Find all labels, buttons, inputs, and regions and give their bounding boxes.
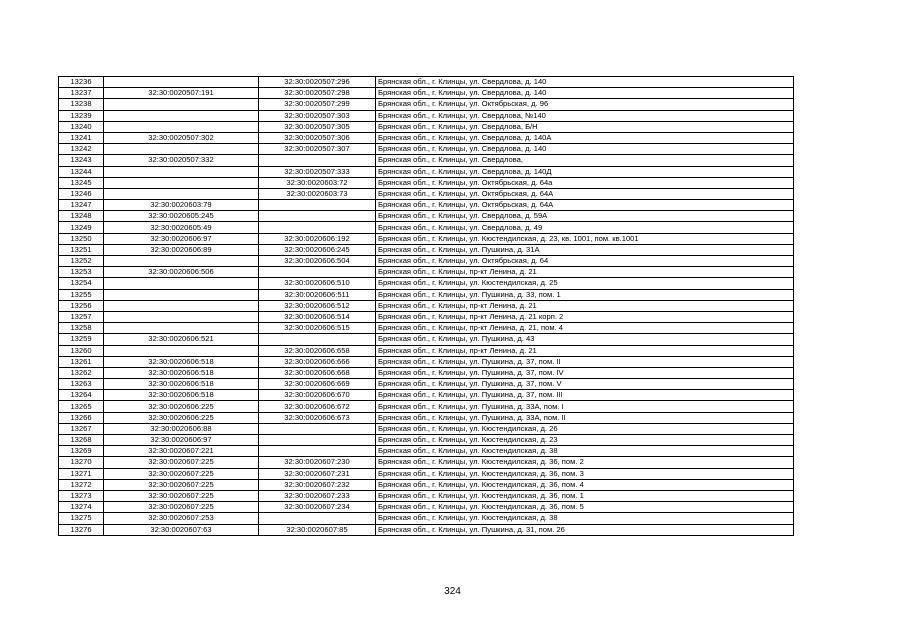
land-cadastral-cell	[104, 345, 259, 356]
object-cadastral-cell	[259, 435, 376, 446]
table-row	[59, 211, 794, 222]
land-cadastral-cell: 32:30:0020606:506	[104, 267, 259, 278]
table-row	[59, 110, 794, 121]
land-cadastral-cell	[104, 188, 259, 199]
table-row	[59, 278, 794, 289]
address-cell: Брянская обл., г. Клинцы, ул. Свердлова, №140	[376, 110, 794, 121]
land-cadastral-cell: 32:30:0020607:221	[104, 446, 259, 457]
land-cadastral-cell: 32:30:0020507:191	[104, 88, 259, 99]
address-cell: Брянская обл., г. Клинцы, ул. Кюстендилская, д. 26	[376, 423, 794, 434]
land-cadastral-cell: 32:30:0020606:518	[104, 390, 259, 401]
row-number-cell: 13236	[59, 77, 104, 88]
land-cadastral-cell: 32:30:0020606:225	[104, 412, 259, 423]
object-cadastral-cell: 32:30:0020507:306	[259, 132, 376, 143]
table-row	[59, 390, 794, 401]
table-row	[59, 166, 794, 177]
address-cell: Брянская обл., г. Клинцы, ул. Свердлова, Б/Н	[376, 121, 794, 132]
row-number-cell: 13250	[59, 233, 104, 244]
address-cell: Брянская обл., г. Клинцы, ул. Кюстендилская, д. 23, кв. 1001, пом. кв.1001	[376, 233, 794, 244]
land-cadastral-cell: 32:30:0020607:253	[104, 513, 259, 524]
address-cell: Брянская обл., г. Клинцы, ул. Пушкина, д. 33А, пом. I	[376, 401, 794, 412]
address-cell: Брянская обл., г. Клинцы, ул. Кюстендилская, д. 36, пом. 1	[376, 490, 794, 501]
table-row	[59, 334, 794, 345]
table-row	[59, 200, 794, 211]
row-number-cell: 13276	[59, 524, 104, 535]
row-number-cell: 13265	[59, 401, 104, 412]
object-cadastral-cell: 32:30:0020603:72	[259, 177, 376, 188]
land-cadastral-cell: 32:30:0020606:518	[104, 379, 259, 390]
row-number-cell: 13268	[59, 435, 104, 446]
land-cadastral-cell	[104, 144, 259, 155]
address-cell: Брянская обл., г. Клинцы, ул. Пушкина, д. 31, пом. 26	[376, 524, 794, 535]
address-cell: Брянская обл., г. Клинцы, ул. Кюстендилская, д. 23	[376, 435, 794, 446]
row-number-cell: 13254	[59, 278, 104, 289]
table-row	[59, 144, 794, 155]
land-cadastral-cell	[104, 121, 259, 132]
land-cadastral-cell: 32:30:0020607:225	[104, 502, 259, 513]
row-number-cell: 13270	[59, 457, 104, 468]
address-cell: Брянская обл., г. Клинцы, ул. Свердлова,	[376, 155, 794, 166]
object-cadastral-cell: 32:30:0020606:515	[259, 323, 376, 334]
land-cadastral-cell	[104, 300, 259, 311]
address-cell: Брянская обл., г. Клинцы, ул. Октябрьская, д. 64А	[376, 200, 794, 211]
address-cell: Брянская обл., г. Клинцы, ул. Кюстендилская, д. 36, пом. 5	[376, 502, 794, 513]
row-number-cell: 13256	[59, 300, 104, 311]
address-cell: Брянская обл., г. Клинцы, ул. Свердлова, д. 59А	[376, 211, 794, 222]
row-number-cell: 13263	[59, 379, 104, 390]
row-number-cell: 13269	[59, 446, 104, 457]
address-cell: Брянская обл., г. Клинцы, ул. Пушкина, д. 43	[376, 334, 794, 345]
land-cadastral-cell	[104, 289, 259, 300]
object-cadastral-cell: 32:30:0020606:672	[259, 401, 376, 412]
object-cadastral-cell: 32:30:0020607:231	[259, 468, 376, 479]
table-row	[59, 155, 794, 166]
address-cell: Брянская обл., г. Клинцы, ул. Свердлова, д. 140	[376, 144, 794, 155]
row-number-cell: 13252	[59, 256, 104, 267]
table-row	[59, 244, 794, 255]
address-cell: Брянская обл., г. Клинцы, ул. Октябрьская, д. 96	[376, 99, 794, 110]
object-cadastral-cell: 32:30:0020507:305	[259, 121, 376, 132]
land-cadastral-cell	[104, 278, 259, 289]
row-number-cell: 13240	[59, 121, 104, 132]
address-cell: Брянская обл., г. Клинцы, пр-кт Ленина, д. 21	[376, 345, 794, 356]
object-cadastral-cell: 32:30:0020507:303	[259, 110, 376, 121]
table-row	[59, 468, 794, 479]
land-cadastral-cell: 32:30:0020606:518	[104, 356, 259, 367]
table-row	[59, 99, 794, 110]
row-number-cell: 13243	[59, 155, 104, 166]
object-cadastral-cell: 32:30:0020606:658	[259, 345, 376, 356]
address-cell: Брянская обл., г. Клинцы, ул. Кюстендилская, д. 38	[376, 446, 794, 457]
address-cell: Брянская обл., г. Клинцы, ул. Пушкина, д. 33А, пом. II	[376, 412, 794, 423]
land-cadastral-cell: 32:30:0020605:245	[104, 211, 259, 222]
table-row	[59, 479, 794, 490]
table-row	[59, 267, 794, 278]
land-cadastral-cell: 32:30:0020606:521	[104, 334, 259, 345]
land-cadastral-cell: 32:30:0020507:332	[104, 155, 259, 166]
row-number-cell: 13246	[59, 188, 104, 199]
address-cell: Брянская обл., г. Клинцы, пр-кт Ленина, д. 21	[376, 267, 794, 278]
land-cadastral-cell: 32:30:0020607:225	[104, 468, 259, 479]
table-row	[59, 401, 794, 412]
table-row	[59, 379, 794, 390]
object-cadastral-cell	[259, 200, 376, 211]
row-number-cell: 13245	[59, 177, 104, 188]
table-row	[59, 446, 794, 457]
object-cadastral-cell: 32:30:0020603:73	[259, 188, 376, 199]
address-cell: Брянская обл., г. Клинцы, ул. Кюстендилская, д. 25	[376, 278, 794, 289]
object-cadastral-cell: 32:30:0020606:670	[259, 390, 376, 401]
address-cell: Брянская обл., г. Клинцы, ул. Пушкина, д. 31А	[376, 244, 794, 255]
table-row	[59, 490, 794, 501]
address-cell: Брянская обл., г. Клинцы, ул. Пушкина, д. 37, пом. V	[376, 379, 794, 390]
table-row	[59, 188, 794, 199]
address-cell: Брянская обл., г. Клинцы, ул. Кюстендилская, д. 36, пом. 3	[376, 468, 794, 479]
object-cadastral-cell	[259, 423, 376, 434]
page-number: 324	[444, 586, 461, 597]
row-number-cell: 13248	[59, 211, 104, 222]
table-row	[59, 356, 794, 367]
row-number-cell: 13242	[59, 144, 104, 155]
table-row	[59, 367, 794, 378]
object-cadastral-cell: 32:30:0020607:85	[259, 524, 376, 535]
object-cadastral-cell	[259, 211, 376, 222]
land-cadastral-cell	[104, 110, 259, 121]
land-cadastral-cell	[104, 256, 259, 267]
object-cadastral-cell: 32:30:0020607:233	[259, 490, 376, 501]
row-number-cell: 13264	[59, 390, 104, 401]
object-cadastral-cell: 32:30:0020606:666	[259, 356, 376, 367]
address-cell: Брянская обл., г. Клинцы, ул. Октябрьская, д. 64А	[376, 188, 794, 199]
object-cadastral-cell: 32:30:0020607:230	[259, 457, 376, 468]
address-cell: Брянская обл., г. Клинцы, ул. Пушкина, д. 33, пом. 1	[376, 289, 794, 300]
land-cadastral-cell: 32:30:0020607:225	[104, 490, 259, 501]
address-cell: Брянская обл., г. Клинцы, ул. Свердлова, д. 140Д	[376, 166, 794, 177]
table-row	[59, 177, 794, 188]
land-cadastral-cell: 32:30:0020507:302	[104, 132, 259, 143]
row-number-cell: 13244	[59, 166, 104, 177]
row-number-cell: 13253	[59, 267, 104, 278]
object-cadastral-cell: 32:30:0020606:192	[259, 233, 376, 244]
land-cadastral-cell: 32:30:0020607:63	[104, 524, 259, 535]
object-cadastral-cell: 32:30:0020606:512	[259, 300, 376, 311]
object-cadastral-cell	[259, 446, 376, 457]
row-number-cell: 13238	[59, 99, 104, 110]
table-row	[59, 457, 794, 468]
address-cell: Брянская обл., г. Клинцы, пр-кт Ленина, д. 21 корп. 2	[376, 311, 794, 322]
object-cadastral-cell	[259, 334, 376, 345]
object-cadastral-cell: 32:30:0020606:504	[259, 256, 376, 267]
row-number-cell: 13259	[59, 334, 104, 345]
object-cadastral-cell: 32:30:0020507:333	[259, 166, 376, 177]
table-row	[59, 345, 794, 356]
table-row	[59, 435, 794, 446]
row-number-cell: 13251	[59, 244, 104, 255]
table-row	[59, 524, 794, 535]
row-number-cell: 13274	[59, 502, 104, 513]
table-row	[59, 502, 794, 513]
object-cadastral-cell: 32:30:0020507:299	[259, 99, 376, 110]
table-row	[59, 233, 794, 244]
address-cell: Брянская обл., г. Клинцы, ул. Кюстендилская, д. 36, пом. 4	[376, 479, 794, 490]
object-cadastral-cell: 32:30:0020606:669	[259, 379, 376, 390]
address-cell: Брянская обл., г. Клинцы, ул. Октябрьская, д. 64	[376, 256, 794, 267]
object-cadastral-cell: 32:30:0020606:668	[259, 367, 376, 378]
row-number-cell: 13271	[59, 468, 104, 479]
land-cadastral-cell: 32:30:0020603:79	[104, 200, 259, 211]
object-cadastral-cell: 32:30:0020507:296	[259, 77, 376, 88]
table-row	[59, 222, 794, 233]
row-number-cell: 13239	[59, 110, 104, 121]
land-cadastral-cell: 32:30:0020607:225	[104, 457, 259, 468]
address-cell: Брянская обл., г. Клинцы, ул. Свердлова, д. 140	[376, 88, 794, 99]
row-number-cell: 13273	[59, 490, 104, 501]
row-number-cell: 13247	[59, 200, 104, 211]
object-cadastral-cell: 32:30:0020606:510	[259, 278, 376, 289]
land-cadastral-cell: 32:30:0020605:49	[104, 222, 259, 233]
table-row	[59, 77, 794, 88]
object-cadastral-cell	[259, 222, 376, 233]
land-cadastral-cell	[104, 177, 259, 188]
land-cadastral-cell: 32:30:0020607:225	[104, 479, 259, 490]
land-cadastral-cell	[104, 311, 259, 322]
land-cadastral-cell: 32:30:0020606:97	[104, 435, 259, 446]
registry-table-body	[59, 77, 794, 536]
table-row	[59, 256, 794, 267]
table-row	[59, 121, 794, 132]
row-number-cell: 13262	[59, 367, 104, 378]
row-number-cell: 13261	[59, 356, 104, 367]
row-number-cell: 13266	[59, 412, 104, 423]
row-number-cell: 13272	[59, 479, 104, 490]
land-cadastral-cell	[104, 323, 259, 334]
land-cadastral-cell	[104, 77, 259, 88]
table-row	[59, 289, 794, 300]
address-cell: Брянская обл., г. Клинцы, ул. Свердлова, д. 140	[376, 77, 794, 88]
table-row	[59, 300, 794, 311]
object-cadastral-cell: 32:30:0020507:298	[259, 88, 376, 99]
address-cell: Брянская обл., г. Клинцы, пр-кт Ленина, д. 21, пом. 4	[376, 323, 794, 334]
land-cadastral-cell: 32:30:0020606:88	[104, 423, 259, 434]
row-number-cell: 13257	[59, 311, 104, 322]
table-row	[59, 132, 794, 143]
row-number-cell: 13260	[59, 345, 104, 356]
table-row	[59, 412, 794, 423]
table-row	[59, 513, 794, 524]
table-row	[59, 423, 794, 434]
land-cadastral-cell: 32:30:0020606:518	[104, 367, 259, 378]
object-cadastral-cell: 32:30:0020507:307	[259, 144, 376, 155]
table-row	[59, 88, 794, 99]
land-cadastral-cell	[104, 166, 259, 177]
address-cell: Брянская обл., г. Клинцы, ул. Пушкина, д. 37, пом. III	[376, 390, 794, 401]
row-number-cell: 13241	[59, 132, 104, 143]
table-row	[59, 311, 794, 322]
address-cell: Брянская обл., г. Клинцы, ул. Свердлова, д. 140А	[376, 132, 794, 143]
row-number-cell: 13275	[59, 513, 104, 524]
land-cadastral-cell: 32:30:0020606:225	[104, 401, 259, 412]
address-cell: Брянская обл., г. Клинцы, ул. Пушкина, д. 37, пом. IV	[376, 367, 794, 378]
object-cadastral-cell: 32:30:0020607:234	[259, 502, 376, 513]
object-cadastral-cell: 32:30:0020606:514	[259, 311, 376, 322]
table-row	[59, 323, 794, 334]
address-cell: Брянская обл., г. Клинцы, ул. Кюстендилская, д. 38	[376, 513, 794, 524]
object-cadastral-cell	[259, 267, 376, 278]
row-number-cell: 13267	[59, 423, 104, 434]
row-number-cell: 13237	[59, 88, 104, 99]
object-cadastral-cell: 32:30:0020606:673	[259, 412, 376, 423]
object-cadastral-cell	[259, 155, 376, 166]
object-cadastral-cell: 32:30:0020607:232	[259, 479, 376, 490]
land-cadastral-cell: 32:30:0020606:89	[104, 244, 259, 255]
address-cell: Брянская обл., г. Клинцы, ул. Октябрьская, д. 64а	[376, 177, 794, 188]
row-number-cell: 13255	[59, 289, 104, 300]
object-cadastral-cell	[259, 513, 376, 524]
registry-table	[58, 76, 794, 536]
land-cadastral-cell: 32:30:0020606:97	[104, 233, 259, 244]
row-number-cell: 13258	[59, 323, 104, 334]
land-cadastral-cell	[104, 99, 259, 110]
row-number-cell: 13249	[59, 222, 104, 233]
address-cell: Брянская обл., г. Клинцы, ул. Свердлова, д. 49	[376, 222, 794, 233]
object-cadastral-cell: 32:30:0020606:245	[259, 244, 376, 255]
object-cadastral-cell: 32:30:0020606:511	[259, 289, 376, 300]
address-cell: Брянская обл., г. Клинцы, ул. Кюстендилская, д. 36, пом. 2	[376, 457, 794, 468]
address-cell: Брянская обл., г. Клинцы, пр-кт Ленина, д. 21	[376, 300, 794, 311]
address-cell: Брянская обл., г. Клинцы, ул. Пушкина, д. 37, пом. II	[376, 356, 794, 367]
